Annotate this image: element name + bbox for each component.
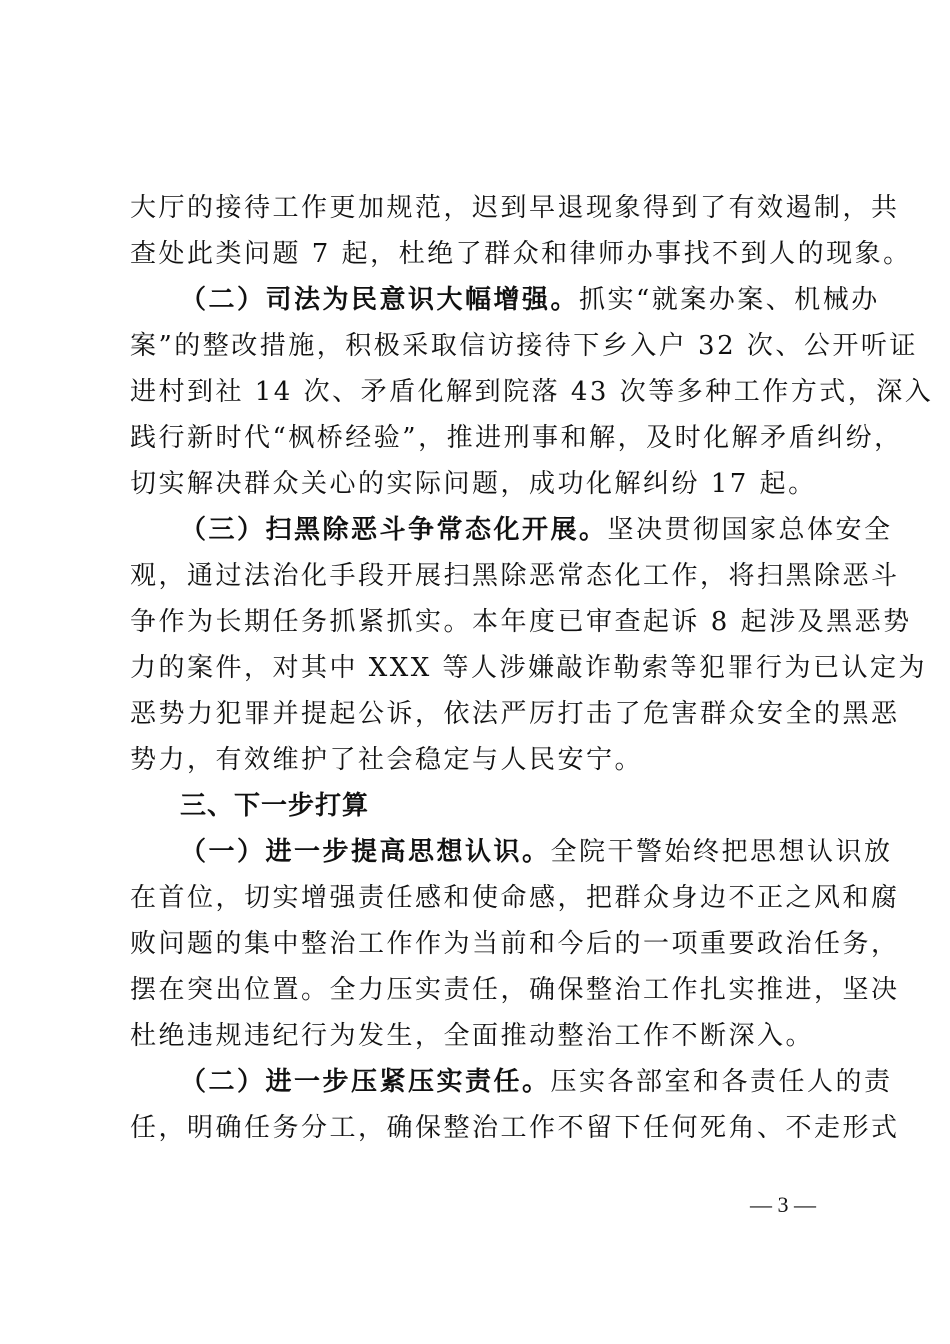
- paragraph-line: 查处此类问题 7 起，杜绝了群众和律师办事找不到人的现象。: [130, 239, 912, 269]
- paragraph-line: [180, 832, 893, 872]
- paragraph-line: [180, 510, 893, 550]
- paragraph-line: 在首位，切实增强责任感和使命感，把群众身边不正之风和腐: [130, 883, 900, 913]
- paragraph-line: 案”的整改措施，积极采取信访接待下乡入户 32 次、公开听证: [130, 331, 918, 361]
- page-number: — 3 —: [750, 1192, 816, 1217]
- paragraph-line: 杜绝违规违纪行为发生，全面推动整治工作不断深入。: [130, 1021, 815, 1051]
- paragraph-text: 抓实“就案办案、机械办: [579, 285, 880, 315]
- paragraph-line: 进村到社 14 次、矛盾化解到院落 43 次等多种工作方式，深入: [130, 377, 934, 407]
- paragraph-line: 任，明确任务分工，确保整治工作不留下任何死角、不走形式: [130, 1113, 900, 1143]
- paragraph-line: 大厅的接待工作更加规范，迟到早退现象得到了有效遏制，共: [130, 193, 900, 223]
- section-subheading: （二）进一步压紧压实责任。: [180, 1067, 551, 1097]
- paragraph-text: 全院干警始终把思想认识放: [550, 837, 893, 867]
- paragraph-line: 势力，有效维护了社会稳定与人民安宁。: [130, 745, 644, 775]
- paragraph-text: 坚决贯彻国家总体安全: [607, 515, 893, 545]
- paragraph-line: 摆在突出位置。全力压实责任，确保整治工作扎实推进，坚决: [130, 975, 900, 1005]
- section-heading: 三、下一步打算: [180, 791, 370, 821]
- paragraph-line: 践行新时代“枫桥经验”，推进刑事和解，及时化解矛盾纠纷，: [130, 423, 903, 453]
- section-subheading: （一）进一步提高思想认识。: [180, 837, 551, 867]
- paragraph-line: 力的案件，对其中 XXX 等人涉嫌敲诈勒索等犯罪行为已认定为: [130, 653, 928, 683]
- paragraph-line: 争作为长期任务抓紧抓实。本年度已审查起诉 8 起涉及黑恶势: [130, 607, 912, 637]
- paragraph-line: 恶势力犯罪并提起公诉，依法严厉打击了危害群众安全的黑恶: [130, 699, 900, 729]
- paragraph-line: [180, 280, 880, 320]
- paragraph-text: 压实各部室和各责任人的责: [550, 1067, 893, 1097]
- paragraph-line: [180, 1062, 893, 1102]
- paragraph-line: 观，通过法治化手段开展扫黑除恶常态化工作，将扫黑除恶斗: [130, 561, 900, 591]
- section-subheading: （三）扫黑除恶斗争常态化开展。: [180, 515, 608, 545]
- paragraph-line: 切实解决群众关心的实际问题，成功化解纠纷 17 起。: [130, 469, 817, 499]
- paragraph-line: 败问题的集中整治工作作为当前和今后的一项重要政治任务，: [130, 929, 900, 959]
- section-subheading: （二）司法为民意识大幅增强。: [180, 285, 580, 315]
